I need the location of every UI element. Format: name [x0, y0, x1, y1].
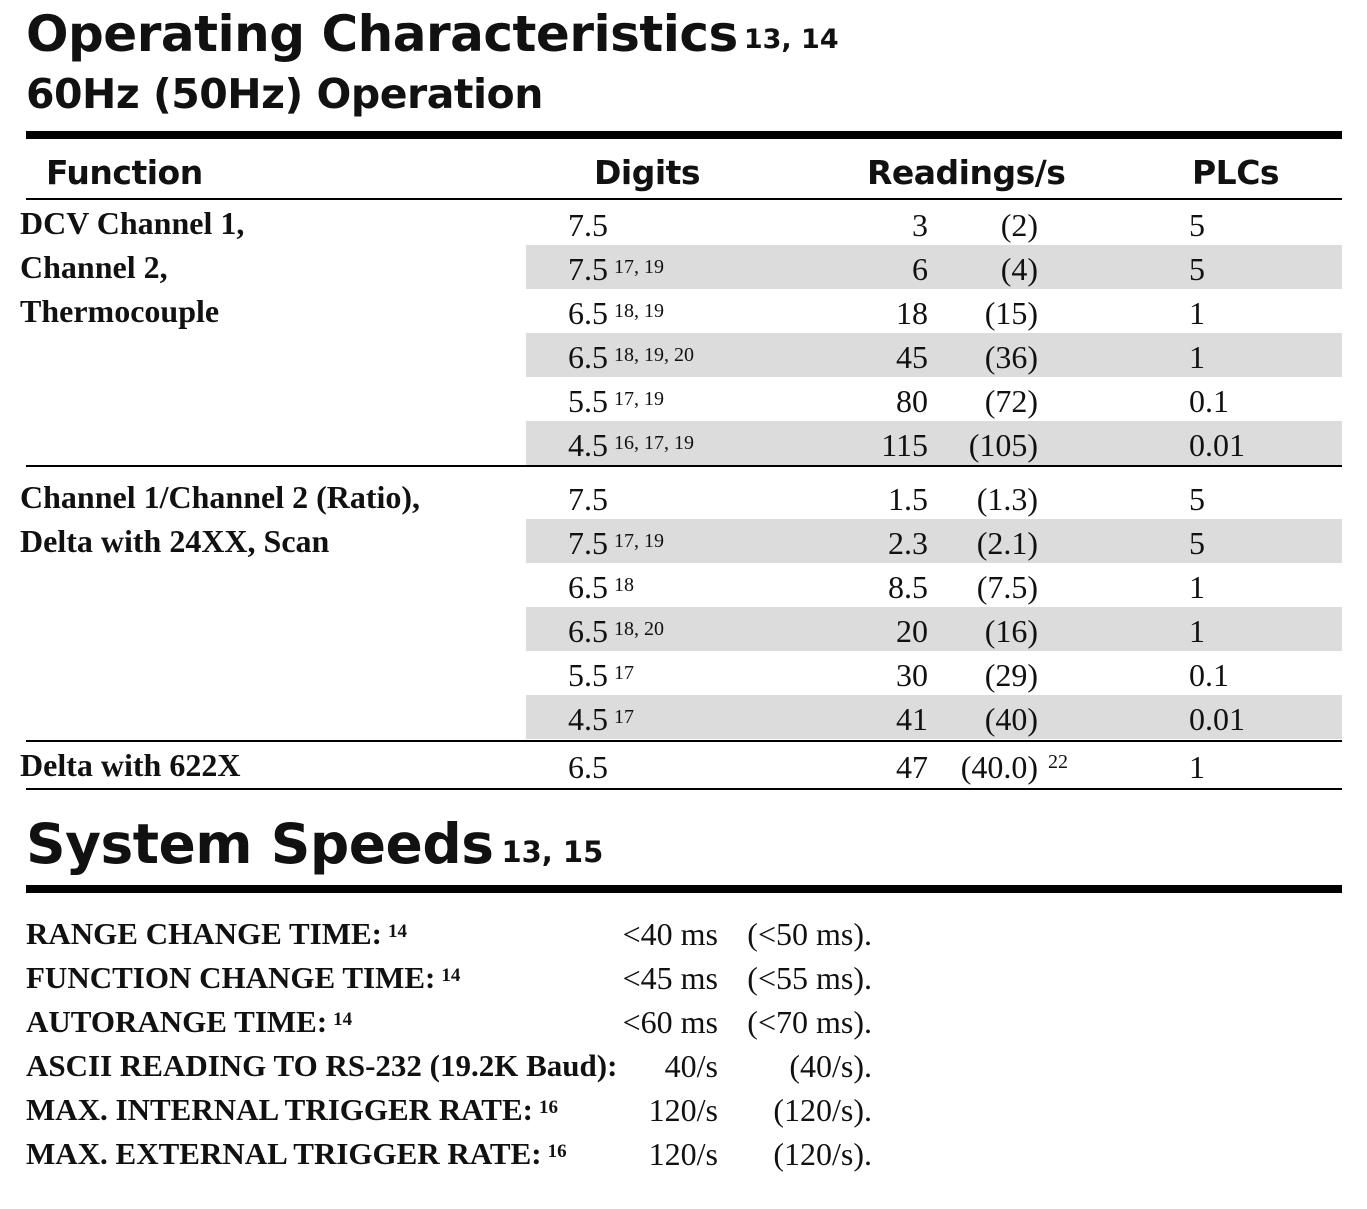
plc-cell: 1 [1189, 339, 1205, 375]
plc-cell: 1 [1189, 569, 1205, 605]
readings-50hz-cell: (72) [984, 383, 1038, 419]
section-title [26, 808, 603, 880]
footnote-ref: 17 [614, 662, 634, 684]
readings-50hz-cell: (7.5) [976, 569, 1038, 605]
spec-value-50hz: (120/s). [773, 1136, 872, 1172]
spec-value: <40 ms [622, 916, 718, 952]
plc-cell: 1 [1189, 295, 1205, 331]
digits-value: 7.5 [568, 525, 608, 561]
footnote-ref: 14 [387, 921, 407, 942]
spec-value-50hz: (<50 ms). [747, 916, 872, 952]
digits-value: 6.5 [568, 569, 608, 605]
table-row [526, 377, 1342, 421]
divider [26, 740, 1342, 742]
function-label: Channel 1/Channel 2 (Ratio), [20, 479, 421, 515]
spec-label [26, 1044, 617, 1088]
table-row [526, 289, 1342, 333]
spec-row [26, 912, 906, 956]
spec-label [26, 1000, 352, 1044]
spec-label [26, 912, 407, 956]
footnote-ref: 17 [614, 706, 634, 728]
readings-cell: 115 [881, 427, 928, 463]
spec-value: <60 ms [622, 1004, 718, 1040]
table-row [526, 421, 1342, 465]
plc-cell: 0.1 [1189, 657, 1229, 693]
footnote-ref: 18, 20 [614, 618, 664, 640]
digits-cell [568, 377, 664, 421]
divider [26, 885, 1342, 893]
readings-50hz-cell: (16) [984, 613, 1038, 649]
spec-value-50hz: (120/s). [773, 1092, 872, 1128]
spec-row [26, 1044, 906, 1088]
readings-50hz-cell: (4) [1000, 251, 1038, 287]
digits-cell [568, 695, 634, 739]
spec-value-50hz: (<70 ms). [747, 1004, 872, 1040]
table-row [526, 695, 1342, 739]
digits-value: 6.5 [568, 295, 608, 331]
spec-row [26, 956, 906, 1000]
digits-value: 4.5 [568, 701, 608, 737]
readings-cell: 20 [896, 613, 928, 649]
column-header-plcs: PLCs [1192, 153, 1280, 192]
footnote-ref: 16 [538, 1097, 558, 1118]
readings-50hz-cell: (105) [968, 427, 1038, 463]
plc-cell: 1 [1189, 613, 1205, 649]
readings-cell: 47 [896, 749, 928, 785]
footnote-ref: 22 [1048, 751, 1068, 773]
readings-50hz-cell: (40) [984, 701, 1038, 737]
digits-value: 7.5 [568, 481, 608, 517]
digits-cell [568, 563, 634, 607]
footnote-ref: 18, 19 [614, 300, 664, 322]
table-row [526, 201, 1342, 245]
spec-label [26, 956, 460, 1000]
spec-label-text: RANGE CHANGE TIME: [26, 916, 382, 951]
digits-cell [568, 421, 694, 465]
digits-value: 5.5 [568, 657, 608, 693]
footnote-ref: 13, 15 [501, 835, 604, 869]
digits-value: 7.5 [568, 251, 608, 287]
section-title [26, 2, 839, 66]
divider [26, 198, 1342, 200]
readings-cell: 18 [896, 295, 928, 331]
divider [26, 465, 1342, 467]
digits-cell [568, 289, 664, 333]
spec-label [26, 1132, 567, 1176]
spec-row [26, 1132, 906, 1176]
footnote-ref: 13, 14 [743, 24, 839, 55]
spec-value: 120/s [648, 1136, 718, 1172]
plc-cell: 5 [1189, 207, 1205, 243]
digits-value: 7.5 [568, 207, 608, 243]
footnote-ref: 14 [441, 965, 461, 986]
function-label: Delta with 24XX, Scan [20, 523, 330, 559]
section-subtitle: 60Hz (50Hz) Operation [26, 70, 543, 118]
plc-cell: 0.01 [1189, 701, 1245, 737]
readings-cell: 30 [896, 657, 928, 693]
digits-value: 6.5 [568, 749, 608, 785]
digits-value: 6.5 [568, 339, 608, 375]
table-row [526, 475, 1342, 519]
readings-cell: 3 [912, 207, 928, 243]
readings-cell: 41 [896, 701, 928, 737]
spec-value: <45 ms [622, 960, 718, 996]
footnote-ref: 16 [547, 1141, 567, 1162]
column-header-readings: Readings/s [867, 153, 1066, 192]
plc-cell: 5 [1189, 481, 1205, 517]
readings-50hz-cell: (2) [1000, 207, 1038, 243]
digits-cell [568, 333, 694, 377]
digits-cell [568, 743, 608, 787]
plc-cell: 1 [1189, 749, 1205, 785]
digits-cell [568, 475, 608, 519]
readings-50hz-cell: (2.1) [976, 525, 1038, 561]
digits-cell [568, 201, 608, 245]
table-row [526, 519, 1342, 563]
plc-cell: 0.01 [1189, 427, 1245, 463]
spec-label-text: MAX. EXTERNAL TRIGGER RATE: [26, 1136, 542, 1171]
table-row [526, 333, 1342, 377]
divider [26, 788, 1342, 790]
digits-cell [568, 651, 634, 695]
digits-cell [568, 607, 664, 651]
spec-label-text: ASCII READING TO RS-232 (19.2K Baud): [26, 1048, 618, 1083]
spec-value-50hz: (40/s). [789, 1048, 872, 1084]
spec-value-50hz: (<55 ms). [747, 960, 872, 996]
readings-cell: 45 [896, 339, 928, 375]
footnote-ref: 18 [614, 574, 634, 596]
digits-value: 4.5 [568, 427, 608, 463]
column-header-function: Function [46, 153, 203, 192]
footnote-ref: 16, 17, 19 [614, 432, 694, 454]
readings-cell: 1.5 [888, 481, 928, 517]
plc-cell: 0.1 [1189, 383, 1229, 419]
spec-value: 40/s [664, 1048, 718, 1084]
digits-value: 5.5 [568, 383, 608, 419]
table-row [526, 563, 1342, 607]
readings-50hz-cell: (40.0) [960, 749, 1038, 785]
readings-50hz-cell: (1.3) [976, 481, 1038, 517]
spec-label-text: AUTORANGE TIME: [26, 1004, 328, 1039]
divider [26, 131, 1342, 139]
readings-cell: 80 [896, 383, 928, 419]
plc-cell: 5 [1189, 525, 1205, 561]
function-label: Delta with 622X [20, 747, 241, 783]
footnote-ref: 18, 19, 20 [614, 344, 694, 366]
readings-50hz-cell: (15) [984, 295, 1038, 331]
spec-value: 120/s [648, 1092, 718, 1128]
section-title-text: Operating Characteristics [26, 5, 738, 63]
table-row [526, 607, 1342, 651]
footnote-ref: 17, 19 [614, 530, 664, 552]
readings-cell: 6 [912, 251, 928, 287]
spec-label-text: FUNCTION CHANGE TIME: [26, 960, 436, 995]
footnote-ref: 14 [333, 1009, 353, 1030]
spec-label [26, 1088, 558, 1132]
footnote-ref: 17, 19 [614, 388, 664, 410]
digits-cell [568, 245, 664, 289]
function-label: Channel 2, [20, 249, 168, 285]
column-header-digits: Digits [594, 153, 701, 192]
spec-label-text: MAX. INTERNAL TRIGGER RATE: [26, 1092, 533, 1127]
function-label: Thermocouple [20, 293, 220, 329]
section-title-text: System Speeds [26, 812, 494, 876]
table-row [526, 651, 1342, 695]
spec-row [26, 1088, 906, 1132]
readings-50hz-cell: (36) [984, 339, 1038, 375]
digits-value: 6.5 [568, 613, 608, 649]
plc-cell: 5 [1189, 251, 1205, 287]
spec-row [26, 1000, 906, 1044]
readings-50hz-cell: (29) [984, 657, 1038, 693]
footnote-ref: 17, 19 [614, 256, 664, 278]
readings-cell: 2.3 [888, 525, 928, 561]
table-row [526, 245, 1342, 289]
function-label: DCV Channel 1, [20, 205, 245, 241]
digits-cell [568, 519, 664, 563]
table-row [526, 743, 1342, 787]
readings-cell: 8.5 [888, 569, 928, 605]
